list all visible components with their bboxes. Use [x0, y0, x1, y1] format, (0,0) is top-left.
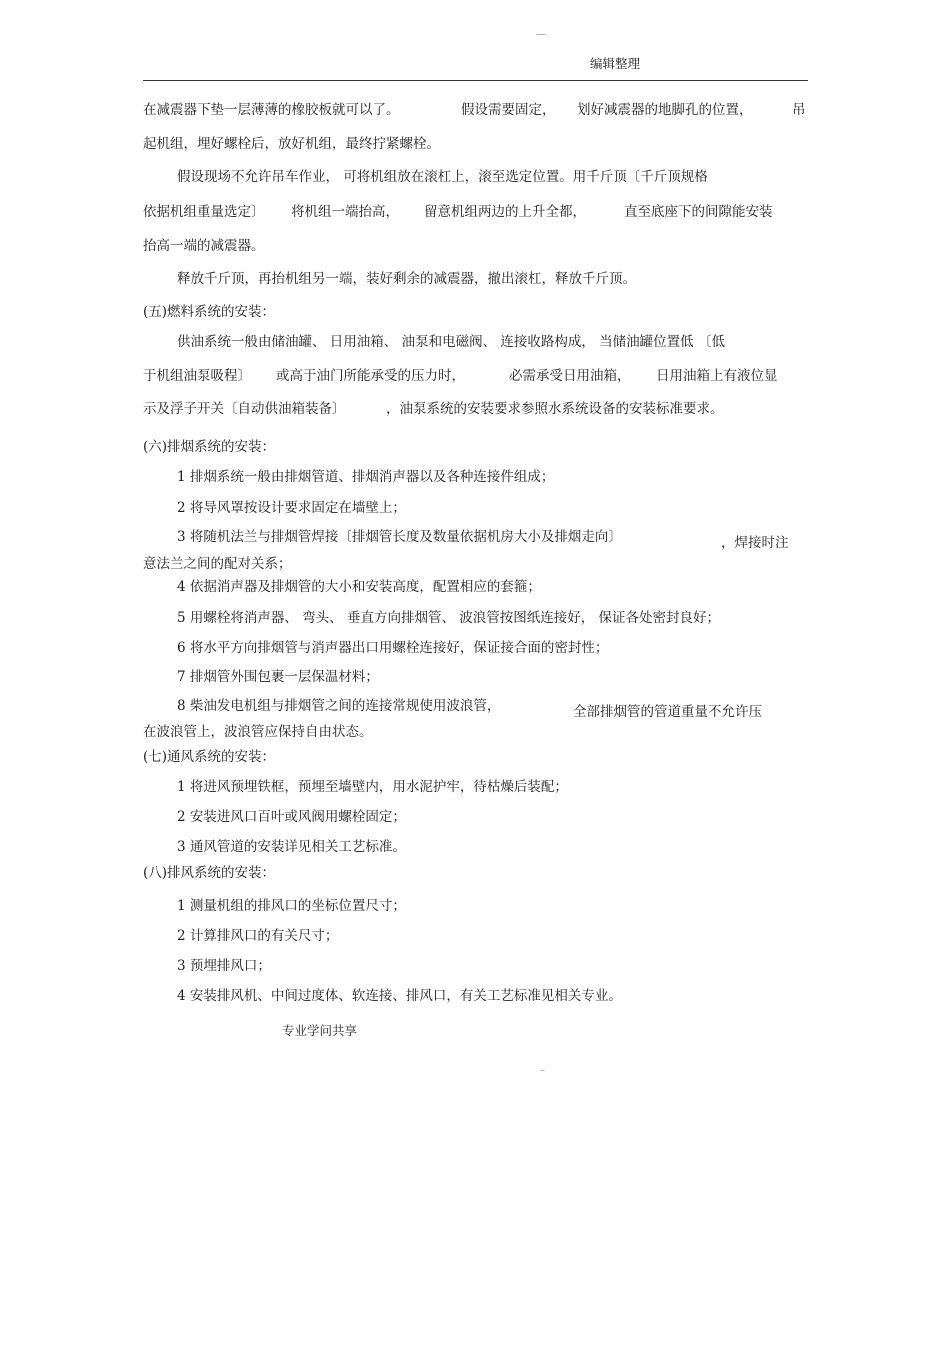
section5-line3-b: ，油泵系统的安装要求参照水系统设备的安装标准要求。 — [386, 401, 724, 417]
section7-item2: 2 安装进风口百叶或风阀用螺栓固定； — [177, 809, 406, 825]
p2-line3: 抬高一端的减震器。 — [143, 238, 265, 254]
section6-title: (六)排烟系统的安装： — [143, 439, 276, 455]
section6-item2: 2 将导风罩按设计要求固定在墙壁上； — [177, 500, 406, 516]
p2-line2-b: 将机组一端抬高， — [291, 204, 399, 220]
section6-item7: 7 排烟管外围包裹一层保温材料； — [177, 669, 379, 685]
p2-line2-a: 依据机组重量选定〕 — [143, 204, 265, 220]
p1-line2: 起机组，埋好螺栓后，放好机组，最终拧紧螺栓。 — [143, 136, 440, 152]
header-top-mark: — — [536, 29, 546, 40]
section5-line2-d: 日用油箱上有液位显 — [656, 368, 778, 384]
section5-line1: 供油系统一般由储油罐、 日用油箱、 油泵和电磁阀、 连接收路构成， 当储油罐位置低 〔低 — [177, 334, 725, 350]
section6-item3: 3 将随机法兰与排烟管焊接〔排烟管长度及数量依据机房大小及排烟走向〕 — [177, 529, 622, 545]
header-label: 编辑整理 — [590, 56, 641, 71]
section5-title: (五)燃料系统的安装： — [143, 304, 276, 320]
section6-item8-cont: 在波浪管上，波浪管应保持自由状态。 — [143, 724, 373, 740]
section6-item6: 6 将水平方向排烟管与消声器出口用螺栓连接好，保证接合面的密封性； — [177, 640, 609, 656]
section7-title: (七)通风系统的安装： — [143, 749, 276, 765]
section6-item8-tail: 全部排烟管的管道重量不允许压 — [573, 704, 762, 720]
section8-item3: 3 预埋排风口； — [177, 958, 271, 974]
section6-item1: 1 排烟系统一般由排烟管道、排烟消声器以及各种连接件组成； — [177, 469, 555, 485]
section7-item3: 3 通风管道的安装详见相关工艺标准。 — [177, 839, 406, 855]
section8-title: (八)排风系统的安装： — [143, 865, 276, 881]
p2-line1: 假设现场不允许吊车作业， 可将机组放在滚杠上，滚至选定位置。用千斤顶〔千斤顶规格 — [177, 169, 708, 185]
footer-bottom-mark: – — [540, 1065, 545, 1076]
p3-line: 释放千斤顶，再抬机组另一端，装好剩余的减震器，撤出滚杠，释放千斤顶。 — [177, 271, 636, 287]
section6-item3-cont: 意法兰之间的配对关系； — [143, 556, 292, 572]
section5-line3-a: 示及浮子开关〔自动供油箱装备〕 — [143, 401, 346, 417]
p2-line2-d: 直至底座下的间隙能安装 — [624, 204, 773, 220]
section5-line2-a: 于机组油泵吸程〕 — [143, 368, 251, 384]
section7-item1: 1 将进风预埋铁框，预埋至墙壁内，用水泥护牢，待枯燥后装配； — [177, 779, 568, 795]
p1-line1-d: 吊 — [792, 102, 806, 118]
section6-item3-tail: ，焊接时注 — [721, 535, 789, 551]
section6-item8: 8 柴油发电机组与排烟管之间的连接常规使用波浪管， — [177, 698, 501, 714]
header-rule — [143, 80, 808, 81]
section8-item1: 1 测量机组的排风口的坐标位置尺寸； — [177, 898, 406, 914]
p1-line1-b: 假设需要固定， — [461, 102, 556, 118]
section6-item4: 4 依据消声器及排烟管的大小和安装高度，配置相应的套箍； — [177, 579, 541, 595]
footer-label: 专业学问共享 — [282, 1023, 358, 1038]
section5-line2-c: 必需承受日用油箱， — [509, 368, 631, 384]
section8-item4: 4 安装排风机、中间过度体、软连接、排风口，有关工艺标准见相关专业。 — [177, 988, 622, 1004]
p1-line1-a: 在减震器下垫一层薄薄的橡胶板就可以了。 — [143, 102, 400, 118]
section6-item5: 5 用螺栓将消声器、 弯头、 垂直方向排烟管、 波浪管按图纸连接好， 保证各处密封良好； — [177, 610, 721, 626]
section8-item2: 2 计算排风口的有关尺寸； — [177, 928, 339, 944]
p2-line2-c: 留意机组两边的上升全都， — [424, 204, 586, 220]
section5-line2-b: 或高于油门所能承受的压力时， — [276, 368, 465, 384]
p1-line1-c: 划好减震器的地脚孔的位置， — [577, 102, 753, 118]
